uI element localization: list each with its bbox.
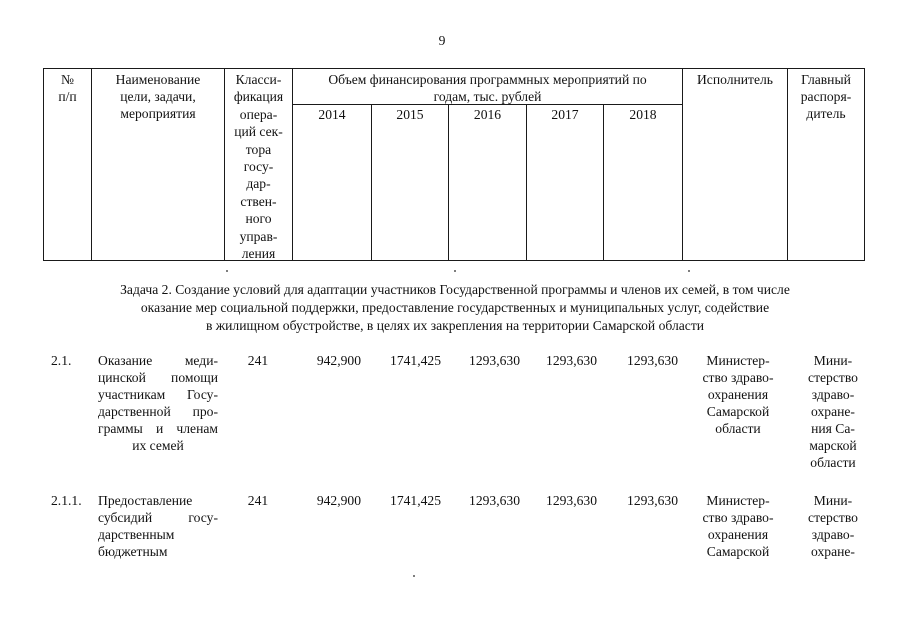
value-2018: 1293,630 — [627, 353, 678, 368]
value-2015: 1741,425 — [390, 353, 441, 368]
value-2014: 942,900 — [316, 493, 361, 508]
scan-mark — [454, 270, 456, 272]
task-heading: Задача 2. Создание условий для адаптации участников Государственной программы и членов их семей, в том числе оказание мер социальной поддержки, предоставление государственных и муниципальных услуг, содействие в жилищном обустройстве, в целях их закрепления на территории Самарской области — [120, 282, 790, 333]
page-number: 9 — [438, 33, 446, 48]
header-col-classification: Класси- фикация опера- ций сек- тора госу- дар- ствен- ного управ- ления — [233, 72, 284, 262]
value-2017: 1293,630 — [546, 493, 597, 508]
row-number: 2.1.1. — [51, 493, 82, 508]
row-manager: Мини- стерство здраво- охране- ния Са- марской области — [808, 353, 858, 470]
row-executor: Министер- ство здраво- охранения Самарской — [702, 493, 774, 559]
scan-mark — [413, 575, 415, 577]
header-col-funding: Объем финансирования программных мероприятий по годам, тыс. рублей — [328, 72, 647, 104]
row-number: 2.1. — [51, 353, 72, 368]
header-year-2018: 2018 — [629, 107, 657, 122]
value-2016: 1293,630 — [469, 493, 520, 508]
row-code: 241 — [247, 353, 269, 368]
row-executor: Министер- ство здраво- охранения Самарской области — [702, 353, 774, 436]
value-2017: 1293,630 — [546, 353, 597, 368]
header-col-number: № п/п — [58, 72, 77, 104]
header-col-executor: Исполнитель — [696, 72, 774, 87]
value-2018: 1293,630 — [627, 493, 678, 508]
row-name: Предоставление субсидий госу- дарственным бюджетным — [98, 493, 218, 559]
row-name: Оказание меди- цинской помощи участникам Госу- дарственной про- граммы и членам их семей — [98, 353, 218, 453]
value-2015: 1741,425 — [390, 493, 441, 508]
scan-mark — [688, 270, 690, 272]
header-year-2015: 2015 — [396, 107, 424, 122]
value-2016: 1293,630 — [469, 353, 520, 368]
row-code: 241 — [247, 493, 269, 508]
scan-mark — [226, 270, 228, 272]
header-col-name: Наименование цели, задачи, мероприятия — [115, 72, 201, 121]
header-year-2016: 2016 — [473, 107, 502, 122]
value-2014: 942,900 — [316, 353, 361, 368]
header-year-2014: 2014 — [318, 107, 346, 122]
row-manager: Мини- стерство здраво- охране- — [808, 493, 858, 559]
header-col-manager: Главный распоря- дитель — [800, 72, 852, 121]
header-year-2017: 2017 — [551, 107, 579, 122]
